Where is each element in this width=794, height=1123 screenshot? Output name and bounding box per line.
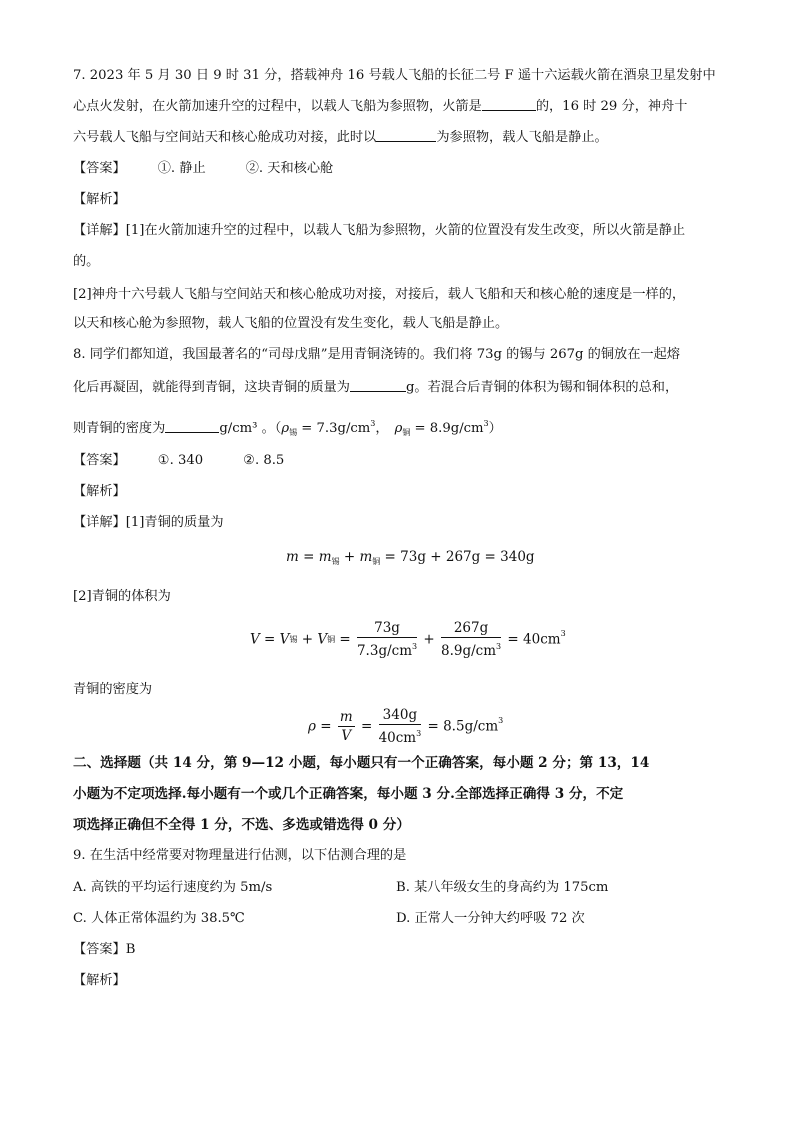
q7-detail-1a-text: [1]在火箭加速升空的过程中，以载人飞船为参照物，火箭的位置没有发生改变，所以火箭是静止 [125, 223, 686, 238]
q9-option-d: D. 正常人一分钟大约呼吸 72 次 [396, 911, 585, 926]
q8-detail-1 [73, 513, 224, 533]
q9-option-c: C. 人体正常体温约为 38.5℃ [73, 911, 245, 926]
sup-3: 3 [370, 419, 376, 428]
q9-stem: 9. 在生活中经常要对物理量进行估测，以下估测合理的是 [73, 848, 407, 863]
q8-detail-1-text: [1]青铜的质量为 [125, 515, 224, 530]
q9-answer: 【答案】B [73, 942, 136, 957]
q7-detail-2a: [2]神舟十六号载人飞船与空间站天和核心舱成功对接，对接后，载人飞船和天和核心舱的速度是一样的， [73, 287, 686, 302]
frac-num: 340g [379, 707, 422, 725]
q7-line-3 [73, 128, 608, 148]
q8-line-3b: g/cm³ 。（ [219, 421, 282, 436]
q8-line-3a: 则青铜的密度为 [73, 421, 166, 436]
var-V: V [250, 631, 260, 648]
rho-tin-value: = 7.3g/cm [297, 421, 371, 436]
q7-blank-2 [376, 128, 436, 142]
var-m: m [286, 549, 299, 565]
eq: = [356, 718, 377, 735]
sup-3: 3 [483, 419, 489, 428]
q9-option-b: B. 某八年级女生的身高约为 175cm [396, 880, 609, 895]
den-text: 40cm [378, 730, 417, 746]
frac-num: m [339, 709, 353, 725]
q8-blank-1 [350, 378, 406, 392]
sub-tin: 锡 [289, 428, 298, 437]
answer-tag: 【答案】 [73, 453, 126, 468]
fraction-density [379, 707, 422, 746]
q7-line-1: 7. 2023 年 5 月 30 日 9 时 31 分，搭载神舟 16 号载人飞船的长征二号 F 遥十六运载火箭在酒泉卫星发射中 [73, 68, 716, 83]
rho-symbol: ρ [394, 421, 403, 436]
sup-3: 3 [560, 629, 566, 638]
var-m: m [318, 549, 332, 565]
frac-num: 267g [441, 620, 501, 638]
fraction-cu [441, 620, 501, 659]
q7-detail-1a [73, 221, 685, 241]
q8-line-2a: 化后再凝固，就能得到青铜，这块青铜的质量为 [73, 380, 350, 395]
volume-result: = 40cm [503, 631, 561, 648]
q7-line-2b: 的，16 时 29 分，神舟十 [535, 99, 688, 114]
sub-cu: 铜 [402, 428, 411, 437]
fraction-m-v [338, 709, 355, 744]
q8-line-3 [73, 414, 502, 443]
var-V: V [279, 631, 290, 648]
detail-tag: 【详解】 [73, 223, 126, 238]
formula-mass [286, 549, 535, 567]
sub-cu: 铜 [327, 635, 336, 644]
density-result: = 8.5g/cm [423, 718, 499, 735]
rho-symbol: ρ [281, 421, 290, 436]
eq: = [335, 631, 355, 648]
q7-detail-1b: 的。 [73, 254, 100, 269]
detail-tag: 【详解】 [73, 515, 126, 530]
frac-den [379, 725, 422, 746]
q7-analysis-tag: 【解析】 [73, 192, 126, 207]
q9-option-a: A. 高铁的平均运行速度约为 5m/s [73, 880, 273, 895]
fraction-tin [357, 620, 417, 659]
formula-density [308, 707, 503, 746]
q8-line-2 [73, 378, 678, 398]
frac-den [357, 638, 417, 659]
q9-analysis-tag: 【解析】 [73, 973, 126, 988]
frac-den: V [341, 728, 352, 744]
eq: = [259, 631, 280, 648]
den-text: 8.9g/cm [441, 643, 497, 659]
section2-line-1: 二、选择题（共 14 分，第 9—12 小题，每小题只有一个正确答案，每小题 2 分；第 13，14 [73, 755, 650, 771]
q8-blank-2 [165, 419, 219, 433]
q7-answer [73, 159, 333, 179]
section2-line-2: 小题为不定项选择.每小题有一个或几个正确答案，每小题 3 分.全部选择正确得 3 分，不定 [73, 786, 624, 802]
q8-analysis-tag: 【解析】 [73, 484, 126, 499]
q7-line-3a: 六号载人飞船与空间站天和核心舱成功对接，此时以 [73, 130, 377, 145]
q7-detail-2b: 以天和核心舱为参照物，载人飞船的位置没有发生变化，载人飞船是静止。 [73, 316, 509, 331]
section2-line-3: 项选择正确但不全得 1 分，不选、多选或错选得 0 分） [73, 817, 410, 833]
rho-cu-value: = 8.9g/cm [410, 421, 484, 436]
plus: + [419, 631, 439, 648]
q8-answer [73, 451, 284, 471]
den-text: 7.3g/cm [356, 643, 412, 659]
sup-3: 3 [496, 642, 502, 651]
sub-cu: 铜 [372, 557, 381, 566]
q8-answer-1: ①. 340 [157, 453, 204, 468]
q8-line-2b: g。若混合后青铜的体积为锡和铜体积的总和， [405, 380, 679, 395]
frac-num: 73g [357, 620, 417, 638]
comma: ， [375, 421, 389, 436]
q7-line-2 [73, 97, 687, 117]
var-m: m [359, 549, 373, 565]
rho-symbol: ρ [308, 718, 316, 735]
q8-answer-2: ②. 8.5 [243, 453, 285, 468]
mass-result: = 73g + 267g = 340g [380, 549, 535, 565]
formula-volume [250, 620, 566, 659]
q7-blank-1 [482, 97, 536, 111]
sup-3: 3 [412, 642, 418, 651]
eq: = [298, 549, 319, 565]
var-V: V [317, 631, 328, 648]
sup-3: 3 [416, 729, 422, 738]
sub-tin: 锡 [331, 557, 340, 566]
close-paren: ） [488, 421, 502, 436]
q8-detail-3: 青铜的密度为 [73, 682, 153, 697]
sub-tin: 锡 [289, 635, 298, 644]
q8-line-1: 8. 同学们都知道，我国最著名的“司母戊鼎”是用青铜浇铸的。我们将 73g 的锡与 267g 的铜放在一起熔 [73, 347, 680, 362]
q7-line-3b: 为参照物，载人飞船是静止。 [436, 130, 608, 145]
q7-line-2a: 心点火发射，在火箭加速升空的过程中，以载人飞船为参照物，火箭是 [73, 99, 482, 114]
sup-3: 3 [498, 716, 504, 725]
plus: + [339, 549, 360, 565]
answer-tag: 【答案】 [73, 161, 126, 176]
q7-answer-1: ①. 静止 [157, 161, 206, 176]
plus: + [297, 631, 318, 648]
eq: = [315, 718, 336, 735]
q8-detail-2: [2]青铜的体积为 [73, 589, 171, 604]
frac-den [441, 638, 501, 659]
q7-answer-2: ②. 天和核心舱 [245, 161, 334, 176]
